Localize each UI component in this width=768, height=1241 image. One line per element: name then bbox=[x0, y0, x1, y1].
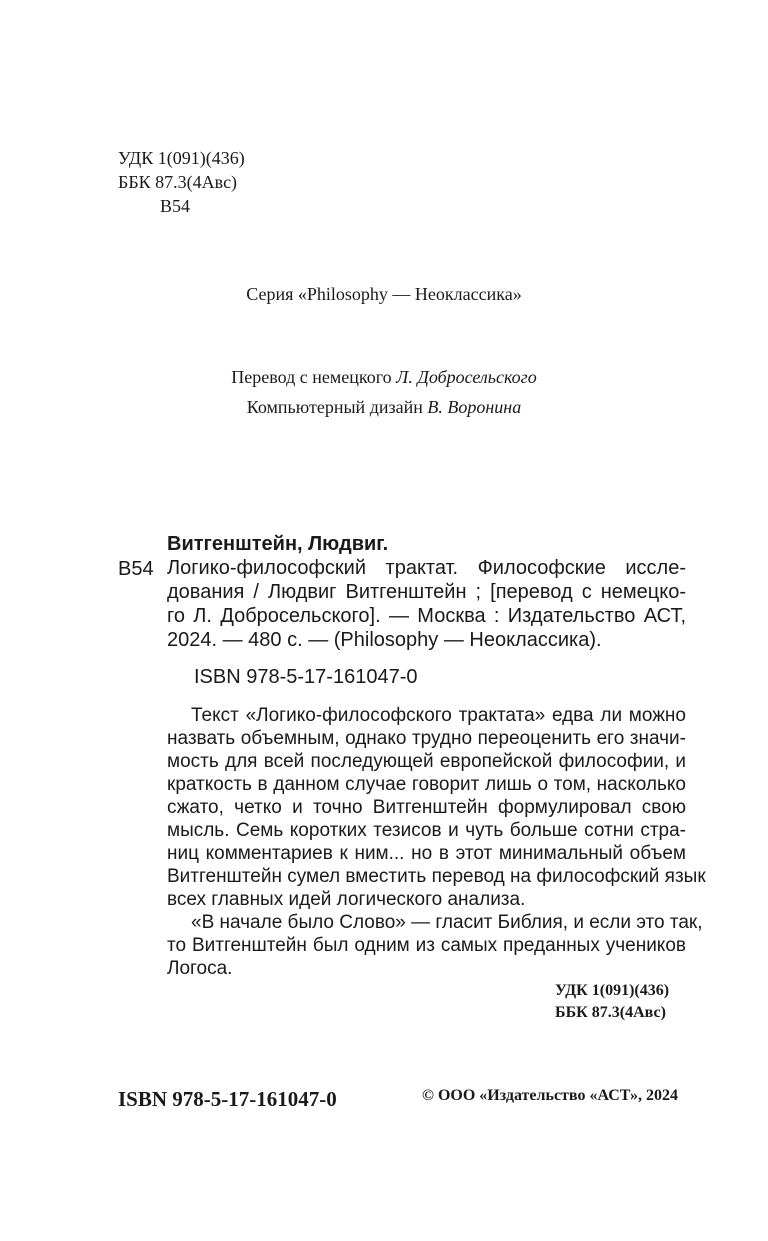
design-label: Компьютерный дизайн bbox=[246, 397, 428, 417]
biblio-line: Логико-философский трактат. Философские иссле- bbox=[167, 557, 686, 579]
author-mark: В54 bbox=[160, 196, 191, 216]
translator-name: Л. Добросельского bbox=[396, 367, 537, 387]
credits bbox=[0, 362, 768, 422]
annotation-line: ниц комментариев к ним... но в этот минимальный объем bbox=[167, 843, 686, 864]
translation-label: Перевод с немецкого bbox=[231, 367, 397, 387]
udk-code-right: УДК 1(091)(436) bbox=[555, 982, 670, 999]
annotation-line: «В начале было Слово» — гласит Библия, и если это так, bbox=[191, 912, 703, 933]
biblio-author-mark: В54 bbox=[118, 558, 154, 580]
annotation-line: Текст «Логико-философского трактата» едва ли можно bbox=[191, 705, 686, 726]
biblio-isbn: ISBN 978-5-17-161047-0 bbox=[194, 666, 418, 688]
design-credit bbox=[0, 392, 768, 422]
copyright-notice: © ООО «Издательство «АСТ», 2024 bbox=[422, 1087, 679, 1104]
annotation bbox=[167, 704, 706, 980]
classification-codes bbox=[118, 146, 245, 218]
annotation-line: Логоса. bbox=[167, 958, 233, 979]
bbk-code: ББК 87.3(4Авс) bbox=[118, 172, 238, 192]
annotation-line: краткость в данном случае говорит лишь о том, насколько bbox=[167, 774, 686, 795]
annotation-line: Витгенштейн сумел вместить перевод на философский язык bbox=[167, 866, 706, 887]
footer-isbn: ISBN 978-5-17-161047-0 bbox=[118, 1087, 337, 1111]
annotation-line: назвать объемным, однако трудно переоценить его значи- bbox=[167, 728, 686, 749]
biblio-line: 2024. — 480 с. — (Philosophy — Неоклассика). bbox=[167, 629, 602, 651]
designer-name: В. Воронина bbox=[427, 397, 522, 417]
biblio-line: го Л. Добросельского]. — Москва : Издательство АСТ, bbox=[167, 605, 686, 627]
annotation-paragraph bbox=[167, 911, 703, 980]
series-title: Серия «Philosophy — Неоклассика» bbox=[246, 284, 522, 304]
annotation-line: сжато, четко и точно Витгенштейн формулировал свою bbox=[167, 797, 686, 818]
author-heading: Витгенштейн, Людвиг. bbox=[167, 533, 389, 555]
classification-codes-right bbox=[555, 980, 669, 1024]
bibliographic-description bbox=[167, 556, 686, 652]
bbk-code-right: ББК 87.3(4Авс) bbox=[555, 1004, 666, 1021]
annotation-line: мость для всей последующей европейской философии, и bbox=[167, 751, 686, 772]
annotation-paragraph bbox=[167, 704, 706, 911]
translation-credit bbox=[0, 362, 768, 392]
annotation-line: всех главных идей логического анализа. bbox=[167, 889, 526, 910]
biblio-line: дования / Людвиг Витгенштейн ; [перевод с немецко- bbox=[167, 581, 686, 603]
annotation-line: то Витгенштейн был одним из самых преданных учеников bbox=[167, 935, 686, 956]
udk-code: УДК 1(091)(436) bbox=[118, 148, 245, 168]
annotation-line: мысль. Семь коротких тезисов и чуть больше сотни стра- bbox=[167, 820, 686, 841]
